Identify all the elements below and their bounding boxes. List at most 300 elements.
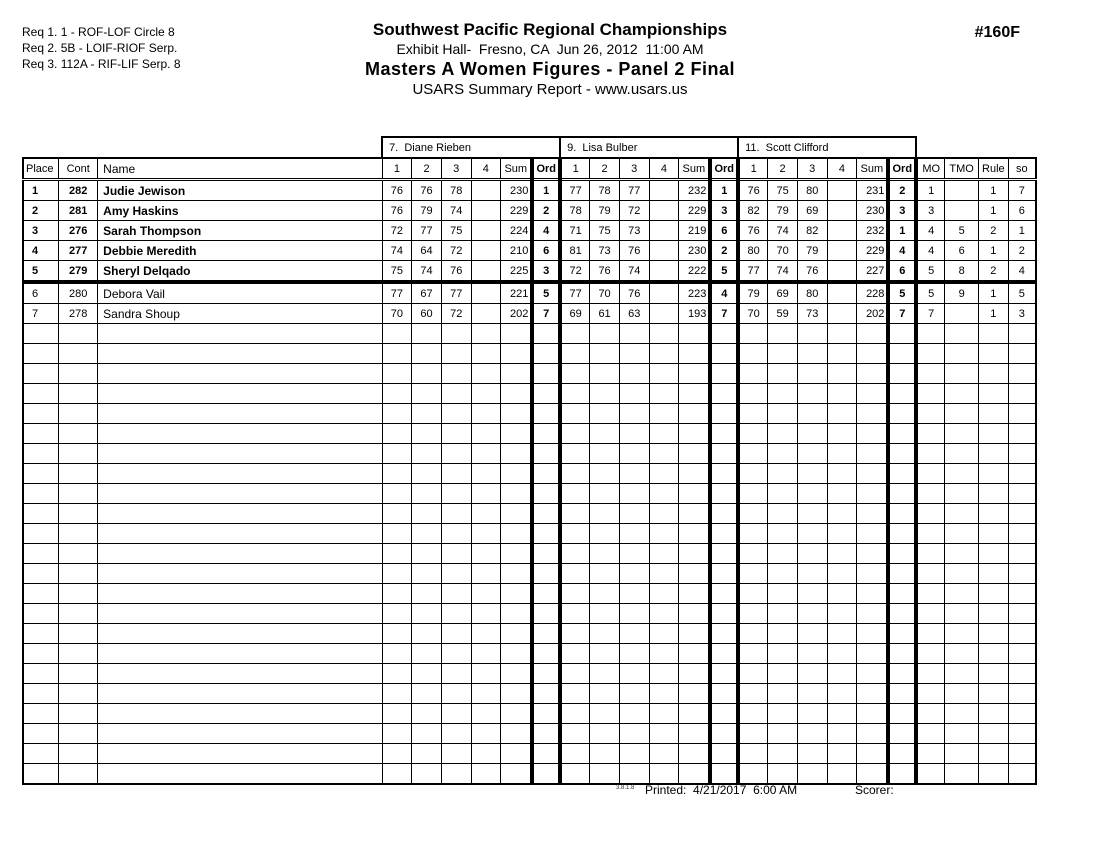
- contestant-number-cell: [59, 704, 98, 724]
- judge2-score1-cell: [560, 764, 590, 785]
- judge3-ordinal-cell: [888, 404, 916, 424]
- judge1-score2-cell: [412, 344, 442, 364]
- judge3-sum-cell: [857, 544, 889, 564]
- judge3-score3-cell: 73: [797, 304, 827, 324]
- judge3-sum-cell: [857, 404, 889, 424]
- judge3-ordinal-cell: [888, 364, 916, 384]
- judge3-score4-cell: [827, 744, 857, 764]
- judge1-score3-cell: 74: [441, 201, 471, 221]
- judge3-score2-cell: 74: [768, 261, 798, 283]
- judge2-score3-cell: [619, 564, 649, 584]
- total-majority-cell: [945, 724, 979, 744]
- judge2-ordinal-cell: 2: [710, 241, 738, 261]
- judge1-score3-cell: [441, 484, 471, 504]
- judge1-score3-cell: [441, 564, 471, 584]
- judge1-sum-cell: 224: [501, 221, 533, 241]
- judge2-score2-cell: [590, 504, 620, 524]
- majority-cell: [916, 444, 945, 464]
- judge1-sum-cell: [501, 664, 533, 684]
- judge2-score1-cell: [560, 544, 590, 564]
- total-majority-cell: [945, 344, 979, 364]
- judge1-sum-cell: [501, 484, 533, 504]
- skater-name-cell: [98, 484, 382, 504]
- place-cell: 4: [23, 241, 59, 261]
- judge2-ordinal-cell: 5: [710, 261, 738, 283]
- scorer-label: Scorer:: [855, 783, 894, 797]
- col-header-name: Name: [98, 158, 382, 180]
- judge1-score1-cell: [382, 404, 412, 424]
- skater-name-cell: [98, 744, 382, 764]
- judge1-ordinal-cell: 5: [532, 282, 560, 304]
- judge2-ordinal-cell: [710, 544, 738, 564]
- judge3-ordinal-cell: [888, 584, 916, 604]
- judge1-ordinal-cell: [532, 384, 560, 404]
- judge1-score2-cell: [412, 424, 442, 444]
- total-majority-cell: [945, 544, 979, 564]
- judge2-score3-cell: [619, 444, 649, 464]
- judge3-sum-cell: 230: [857, 201, 889, 221]
- col-header-judge3-score4: 4: [827, 158, 857, 180]
- judge1-score4-cell: [471, 261, 501, 283]
- place-cell: [23, 644, 59, 664]
- judge3-score1-cell: [738, 664, 768, 684]
- judge3-score4-cell: [827, 384, 857, 404]
- judge2-ordinal-cell: [710, 364, 738, 384]
- judge1-sum-cell: [501, 764, 533, 785]
- judge1-sum-cell: 230: [501, 180, 533, 201]
- place-cell: 3: [23, 221, 59, 241]
- judge3-sum-cell: [857, 764, 889, 785]
- place-cell: [23, 504, 59, 524]
- judge2-score4-cell: [649, 644, 679, 664]
- judge1-ordinal-cell: [532, 764, 560, 785]
- judge1-score2-cell: 74: [412, 261, 442, 283]
- contestant-number-cell: [59, 384, 98, 404]
- judge3-sum-cell: 232: [857, 221, 889, 241]
- judge3-score2-cell: [768, 744, 798, 764]
- skate-order-cell: [1008, 744, 1036, 764]
- requirement-3: Req 3. 112A - RIF-LIF Serp. 8: [22, 57, 181, 71]
- skate-order-cell: [1008, 704, 1036, 724]
- judge1-score4-cell: [471, 544, 501, 564]
- judge3-score3-cell: 82: [797, 221, 827, 241]
- judge2-score1-cell: [560, 344, 590, 364]
- judge3-score3-cell: 80: [797, 180, 827, 201]
- judge2-score1-cell: 81: [560, 241, 590, 261]
- judge1-ordinal-cell: 2: [532, 201, 560, 221]
- col-header-judge1-ord: Ord: [532, 158, 560, 180]
- rule-cell: [979, 664, 1009, 684]
- judge1-ordinal-cell: [532, 484, 560, 504]
- rule-cell: [979, 444, 1009, 464]
- judge3-score2-cell: [768, 344, 798, 364]
- contestant-number-cell: [59, 664, 98, 684]
- judge1-score2-cell: [412, 664, 442, 684]
- judge3-score2-cell: [768, 504, 798, 524]
- judge3-score4-cell: [827, 504, 857, 524]
- judge3-score1-cell: [738, 504, 768, 524]
- rule-cell: [979, 544, 1009, 564]
- result-row: [23, 180, 1036, 201]
- judge3-score3-cell: [797, 624, 827, 644]
- judge1-score3-cell: [441, 584, 471, 604]
- judge2-score2-cell: [590, 704, 620, 724]
- skater-name-cell: [98, 424, 382, 444]
- judge1-score4-cell: [471, 241, 501, 261]
- judge2-score2-cell: [590, 664, 620, 684]
- judge2-score1-cell: [560, 724, 590, 744]
- majority-cell: [916, 564, 945, 584]
- judge2-score3-cell: [619, 344, 649, 364]
- judge1-sum-cell: 229: [501, 201, 533, 221]
- contestant-number-cell: [59, 544, 98, 564]
- judge1-score2-cell: [412, 624, 442, 644]
- judge3-sum-cell: [857, 684, 889, 704]
- judge1-score4-cell: [471, 404, 501, 424]
- judge2-sum-cell: [679, 604, 711, 624]
- judge2-score2-cell: [590, 444, 620, 464]
- judge1-score1-cell: [382, 324, 412, 344]
- judge2-score3-cell: [619, 464, 649, 484]
- judge2-ordinal-cell: [710, 484, 738, 504]
- judge2-sum-cell: [679, 444, 711, 464]
- judge1-score4-cell: [471, 364, 501, 384]
- judge2-sum-cell: [679, 644, 711, 664]
- empty-row: [23, 384, 1036, 404]
- judge3-score2-cell: [768, 704, 798, 724]
- judge2-score2-cell: [590, 424, 620, 444]
- judge1-score1-cell: 72: [382, 221, 412, 241]
- judge1-sum-cell: [501, 644, 533, 664]
- judge1-score2-cell: [412, 724, 442, 744]
- judge2-score2-cell: [590, 724, 620, 744]
- judge3-sum-cell: [857, 324, 889, 344]
- total-majority-cell: [945, 664, 979, 684]
- judge1-ordinal-cell: 3: [532, 261, 560, 283]
- skater-name-cell: [98, 464, 382, 484]
- judge3-score2-cell: [768, 384, 798, 404]
- total-majority-cell: [945, 604, 979, 624]
- judge3-sum-cell: 228: [857, 282, 889, 304]
- skater-name-cell: [98, 564, 382, 584]
- judge3-score2-cell: 59: [768, 304, 798, 324]
- judge1-score3-cell: [441, 344, 471, 364]
- skater-name-cell: Sandra Shoup: [98, 304, 382, 324]
- judge2-score4-cell: [649, 564, 679, 584]
- rule-cell: [979, 484, 1009, 504]
- judge3-score4-cell: [827, 261, 857, 283]
- col-header-judge3-score1: 1: [738, 158, 768, 180]
- judge2-score4-cell: [649, 201, 679, 221]
- judge2-sum-cell: [679, 724, 711, 744]
- judge1-score3-cell: [441, 644, 471, 664]
- event-number: #160F: [974, 24, 1020, 41]
- judge3-sum-cell: 227: [857, 261, 889, 283]
- total-majority-cell: [945, 424, 979, 444]
- judge2-sum-cell: [679, 324, 711, 344]
- judge2-score2-cell: [590, 564, 620, 584]
- empty-row: [23, 704, 1036, 724]
- judge2-sum-cell: 232: [679, 180, 711, 201]
- skate-order-cell: [1008, 484, 1036, 504]
- contestant-number-cell: 280: [59, 282, 98, 304]
- judge2-score2-cell: [590, 464, 620, 484]
- judge1-score2-cell: 60: [412, 304, 442, 324]
- judge2-sum-cell: [679, 344, 711, 364]
- place-cell: [23, 584, 59, 604]
- rule-cell: [979, 764, 1009, 785]
- judge2-score2-cell: [590, 684, 620, 704]
- majority-cell: [916, 464, 945, 484]
- skater-name-cell: [98, 604, 382, 624]
- judge2-score2-cell: [590, 364, 620, 384]
- judge1-score2-cell: [412, 444, 442, 464]
- skate-order-cell: [1008, 444, 1036, 464]
- judge1-ordinal-cell: 1: [532, 180, 560, 201]
- judge3-score3-cell: 76: [797, 261, 827, 283]
- skate-order-cell: [1008, 564, 1036, 584]
- skate-order-cell: 7: [1008, 180, 1036, 201]
- judge2-score3-cell: [619, 324, 649, 344]
- empty-row: [23, 624, 1036, 644]
- judge3-ordinal-cell: [888, 664, 916, 684]
- judge2-score3-cell: 72: [619, 201, 649, 221]
- judge3-sum-cell: [857, 464, 889, 484]
- judge3-ordinal-cell: [888, 444, 916, 464]
- empty-row: [23, 764, 1036, 785]
- col-header-judge1-score1: 1: [382, 158, 412, 180]
- judge1-score4-cell: [471, 704, 501, 724]
- skate-order-cell: [1008, 324, 1036, 344]
- empty-row: [23, 604, 1036, 624]
- judge2-score3-cell: 74: [619, 261, 649, 283]
- judge2-score2-cell: 61: [590, 304, 620, 324]
- judge3-score1-cell: 76: [738, 180, 768, 201]
- judge3-score2-cell: [768, 724, 798, 744]
- judge2-ordinal-cell: [710, 624, 738, 644]
- judge2-score4-cell: [649, 282, 679, 304]
- rule-cell: [979, 644, 1009, 664]
- judge1-score1-cell: [382, 724, 412, 744]
- judge3-ordinal-cell: 7: [888, 304, 916, 324]
- place-cell: [23, 544, 59, 564]
- judge1-score3-cell: [441, 724, 471, 744]
- event-title: Masters A Women Figures - Panel 2 Final: [365, 59, 735, 79]
- judge3-score3-cell: [797, 484, 827, 504]
- contestant-number-cell: [59, 364, 98, 384]
- judge2-score1-cell: [560, 604, 590, 624]
- judge2-sum-cell: [679, 364, 711, 384]
- judge1-score4-cell: [471, 504, 501, 524]
- judge2-ordinal-cell: [710, 524, 738, 544]
- judge1-score4-cell: [471, 304, 501, 324]
- judge3-score4-cell: [827, 724, 857, 744]
- judge2-sum-cell: 223: [679, 282, 711, 304]
- judge2-score4-cell: [649, 664, 679, 684]
- judge2-score2-cell: 78: [590, 180, 620, 201]
- judge1-ordinal-cell: [532, 464, 560, 484]
- judge3-score4-cell: [827, 221, 857, 241]
- judge3-score2-cell: [768, 604, 798, 624]
- skater-name-cell: [98, 684, 382, 704]
- judge-header-row: [23, 137, 1036, 158]
- judge2-sum-cell: 219: [679, 221, 711, 241]
- majority-cell: [916, 744, 945, 764]
- total-majority-cell: [945, 704, 979, 724]
- rule-cell: [979, 584, 1009, 604]
- judge1-score4-cell: [471, 664, 501, 684]
- skater-name-cell: [98, 364, 382, 384]
- place-cell: [23, 464, 59, 484]
- judge1-score2-cell: [412, 524, 442, 544]
- judge2-ordinal-cell: [710, 564, 738, 584]
- judge1-score4-cell: [471, 444, 501, 464]
- judge2-score1-cell: [560, 484, 590, 504]
- judge1-score1-cell: [382, 644, 412, 664]
- judge3-ordinal-cell: [888, 764, 916, 785]
- judge1-score1-cell: [382, 384, 412, 404]
- judge2-score3-cell: [619, 664, 649, 684]
- judge3-sum-cell: 202: [857, 304, 889, 324]
- judge2-score2-cell: [590, 344, 620, 364]
- judge3-ordinal-cell: [888, 744, 916, 764]
- place-cell: [23, 624, 59, 644]
- place-cell: [23, 444, 59, 464]
- judge3-score1-cell: 70: [738, 304, 768, 324]
- judge3-score4-cell: [827, 624, 857, 644]
- judge1-sum-cell: [501, 524, 533, 544]
- judge2-sum-cell: [679, 424, 711, 444]
- judge3-score2-cell: [768, 424, 798, 444]
- judge1-sum-cell: 221: [501, 282, 533, 304]
- judge1-score4-cell: [471, 464, 501, 484]
- total-majority-cell: [945, 484, 979, 504]
- col-header-judge2-score4: 4: [649, 158, 679, 180]
- col-header-judge2-score2: 2: [590, 158, 620, 180]
- judge1-sum-cell: [501, 744, 533, 764]
- judge1-ordinal-cell: [532, 564, 560, 584]
- judge3-score4-cell: [827, 604, 857, 624]
- majority-cell: [916, 684, 945, 704]
- judge2-score2-cell: 75: [590, 221, 620, 241]
- place-cell: [23, 424, 59, 444]
- judge1-score3-cell: [441, 604, 471, 624]
- skate-order-cell: 3: [1008, 304, 1036, 324]
- judge2-score2-cell: [590, 584, 620, 604]
- judge2-score1-cell: [560, 444, 590, 464]
- col-header-judge3-score3: 3: [797, 158, 827, 180]
- judge2-score4-cell: [649, 524, 679, 544]
- place-cell: 5: [23, 261, 59, 283]
- judge1-ordinal-cell: [532, 344, 560, 364]
- judge-row-spacer-right: [916, 137, 1036, 158]
- judge-row-spacer-left: [23, 137, 382, 158]
- judge-3-name: 11. Scott Clifford: [738, 137, 916, 158]
- total-majority-cell: [945, 524, 979, 544]
- place-cell: 7: [23, 304, 59, 324]
- judge3-score1-cell: 76: [738, 221, 768, 241]
- judge2-sum-cell: [679, 544, 711, 564]
- judge1-score3-cell: 76: [441, 261, 471, 283]
- judge1-score1-cell: [382, 604, 412, 624]
- judge1-score3-cell: [441, 544, 471, 564]
- judge2-ordinal-cell: 4: [710, 282, 738, 304]
- rule-cell: [979, 384, 1009, 404]
- contestant-number-cell: [59, 444, 98, 464]
- judge1-sum-cell: [501, 364, 533, 384]
- judge2-score2-cell: [590, 644, 620, 664]
- judge3-score1-cell: [738, 524, 768, 544]
- requirement-1: Req 1. 1 - ROF-LOF Circle 8: [22, 25, 175, 39]
- contestant-number-cell: [59, 684, 98, 704]
- judge1-score2-cell: [412, 364, 442, 384]
- judge3-score3-cell: [797, 344, 827, 364]
- majority-cell: [916, 404, 945, 424]
- judge2-ordinal-cell: 6: [710, 221, 738, 241]
- judge2-score2-cell: [590, 744, 620, 764]
- judge3-score1-cell: [738, 364, 768, 384]
- judge3-ordinal-cell: 3: [888, 201, 916, 221]
- result-row: [23, 221, 1036, 241]
- place-cell: [23, 324, 59, 344]
- judge3-score2-cell: [768, 464, 798, 484]
- col-header-so: so: [1008, 158, 1036, 180]
- rule-cell: 1: [979, 304, 1009, 324]
- judge1-sum-cell: [501, 504, 533, 524]
- judge1-score3-cell: 77: [441, 282, 471, 304]
- skate-order-cell: [1008, 764, 1036, 785]
- rule-cell: [979, 624, 1009, 644]
- judge2-sum-cell: 230: [679, 241, 711, 261]
- total-majority-cell: [945, 624, 979, 644]
- judge3-score1-cell: [738, 764, 768, 785]
- judge1-ordinal-cell: [532, 644, 560, 664]
- judge1-sum-cell: [501, 404, 533, 424]
- judge2-sum-cell: 222: [679, 261, 711, 283]
- judge1-score1-cell: [382, 344, 412, 364]
- judge3-score2-cell: [768, 584, 798, 604]
- rule-cell: [979, 564, 1009, 584]
- judge1-score3-cell: [441, 324, 471, 344]
- total-majority-cell: [945, 584, 979, 604]
- judge1-ordinal-cell: [532, 624, 560, 644]
- judge3-score3-cell: [797, 524, 827, 544]
- judge3-score2-cell: [768, 524, 798, 544]
- majority-cell: [916, 724, 945, 744]
- majority-cell: [916, 584, 945, 604]
- judge1-score1-cell: [382, 564, 412, 584]
- judge2-score3-cell: [619, 684, 649, 704]
- judge2-sum-cell: [679, 564, 711, 584]
- judge3-score2-cell: 75: [768, 180, 798, 201]
- judge2-score3-cell: 73: [619, 221, 649, 241]
- skater-name-cell: [98, 524, 382, 544]
- judge1-sum-cell: [501, 464, 533, 484]
- empty-row: [23, 644, 1036, 664]
- judge2-score4-cell: [649, 464, 679, 484]
- rule-cell: 2: [979, 261, 1009, 283]
- skate-order-cell: 6: [1008, 201, 1036, 221]
- judge1-ordinal-cell: [532, 324, 560, 344]
- judge1-sum-cell: 210: [501, 241, 533, 261]
- result-row: [23, 241, 1036, 261]
- software-version: 3.8.1.8: [616, 785, 635, 791]
- judge1-score2-cell: [412, 564, 442, 584]
- judge3-score4-cell: [827, 764, 857, 785]
- judge3-score4-cell: [827, 444, 857, 464]
- total-majority-cell: 8: [945, 261, 979, 283]
- judge2-sum-cell: [679, 404, 711, 424]
